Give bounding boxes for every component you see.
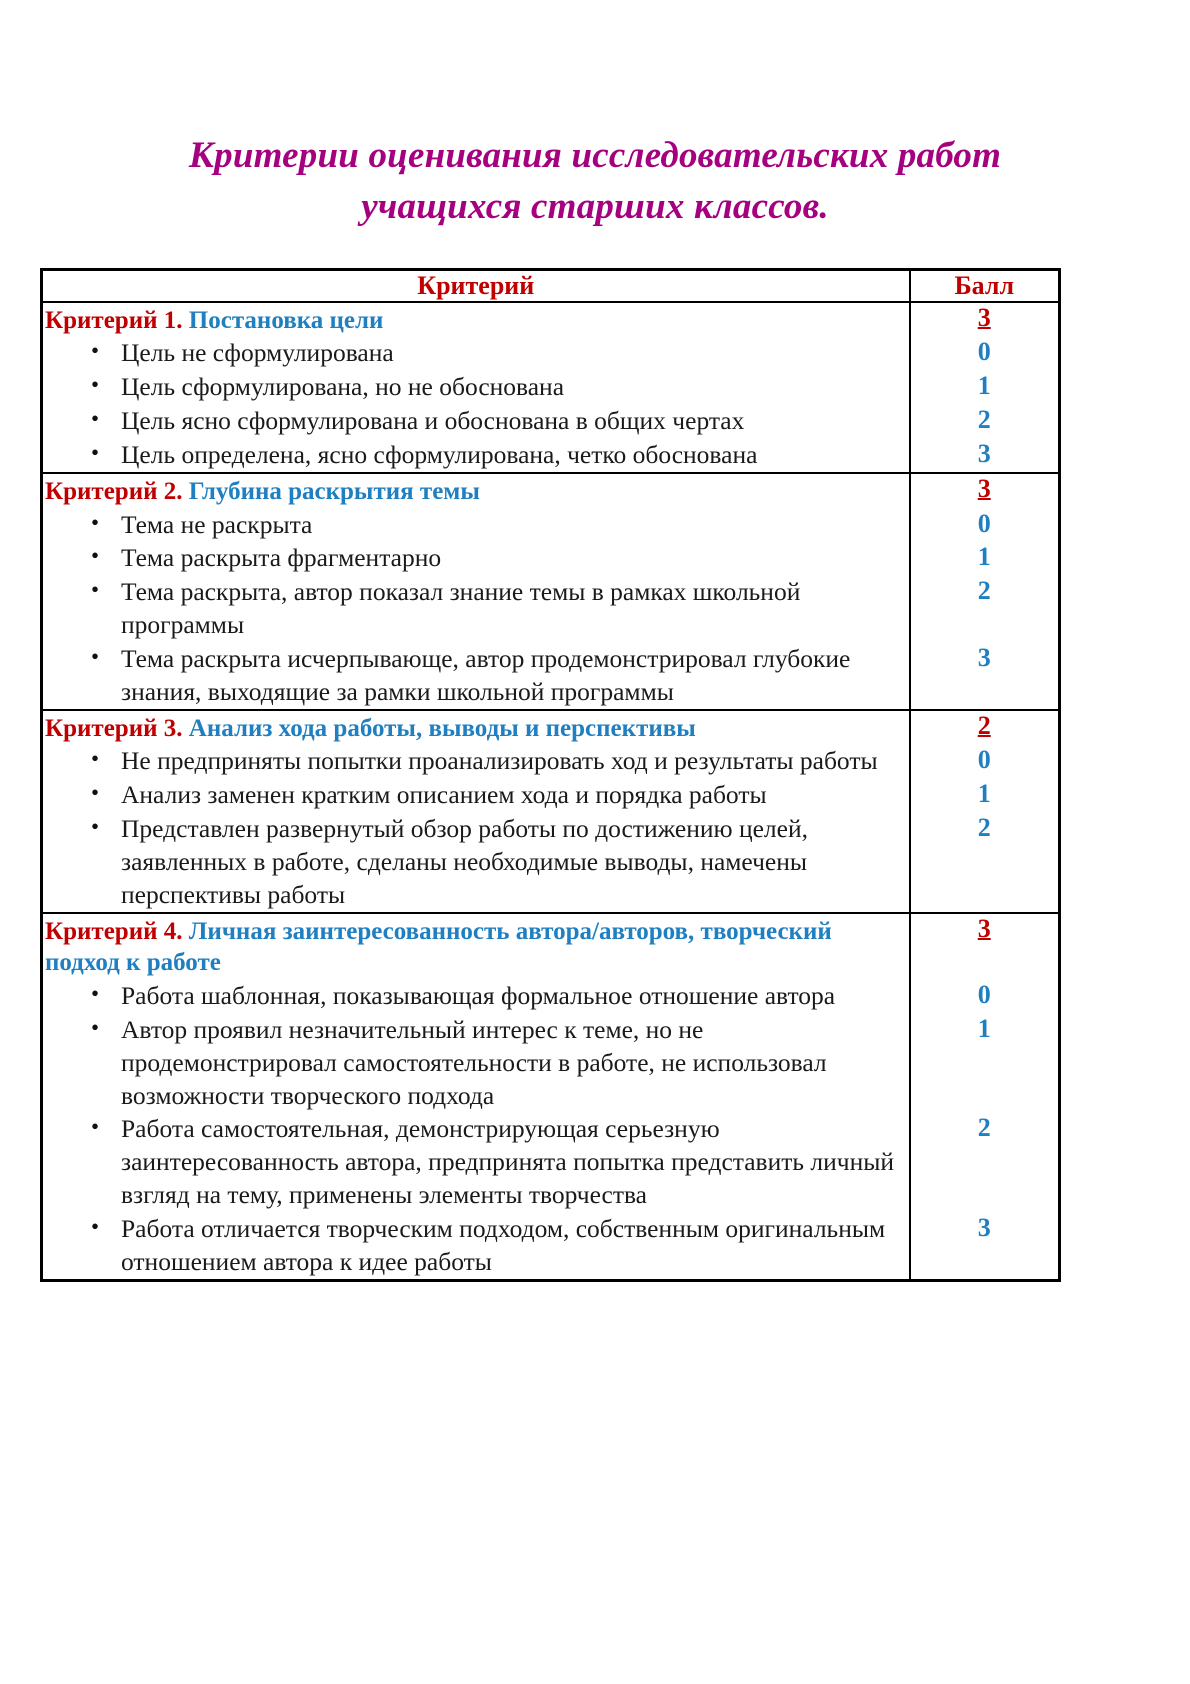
score-value: 2: [977, 1113, 991, 1143]
score-cell-3: [910, 710, 1060, 913]
list-item: • Тема раскрыта, автор показал знание темы в рамках школьной программы: [43, 576, 909, 642]
list-item: • Цель не сформулирована: [43, 337, 909, 370]
score-value: 0: [977, 337, 991, 367]
score-max-1: 3: [977, 302, 991, 332]
criterion-name-3: Анализ хода работы, выводы и перспективы: [188, 714, 696, 742]
list-item: • Цель ясно сформулирована и обоснована в общих чертах: [43, 405, 909, 438]
column-header-criterion: Критерий: [42, 270, 910, 302]
criterion-heading-2: [45, 476, 909, 508]
score-value: 3: [977, 1213, 991, 1243]
page-title-line-1: Критерии оценивания исследовательских работ: [188, 135, 1002, 176]
criterion-heading-1: [45, 305, 909, 337]
score-cell-4: [910, 913, 1060, 1281]
score-cell-1: [910, 302, 1060, 473]
table-row: [42, 473, 1060, 710]
score-value: 2: [977, 813, 991, 843]
score-value: 0: [977, 745, 991, 775]
list-item: • Цель сформулирована, но не обоснована: [43, 371, 909, 404]
table-row: [42, 302, 1060, 473]
page-title-line-2: учащихся старших классов.: [361, 186, 829, 228]
column-header-score: Балл: [910, 270, 1060, 302]
criterion-heading-4: [45, 916, 909, 979]
score-value: 0: [977, 508, 991, 538]
score-value: 2: [977, 405, 991, 435]
criteria-table-body: [42, 302, 1060, 1280]
list-item: • Тема раскрыта фрагментарно: [43, 542, 909, 575]
criterion-name-4: Личная заинтересованность автора/авторов, творческий подход к работе: [45, 917, 832, 977]
criterion-items-4: [43, 980, 909, 1279]
criterion-items-1: [43, 337, 909, 472]
list-item: • Тема раскрыта исчерпывающе, автор продемонстрировал глубокие знания, выходящие за рамки школьной программы: [43, 643, 909, 709]
criterion-cell-4: [42, 913, 910, 1281]
score-value: 3: [977, 643, 991, 673]
table-header-row: [42, 270, 1060, 302]
list-item: • Представлен развернутый обзор работы по достижению целей, заявленных в работе, сделаны необходимые выводы, намечены перспективы работы: [43, 813, 909, 912]
criterion-number-4: Критерий 4.: [45, 917, 183, 945]
table-row: [42, 710, 1060, 913]
score-cell-2: [910, 473, 1060, 710]
list-item: • Цель определена, ясно сформулирована, четко обоснована: [43, 439, 909, 472]
score-value: 3: [977, 439, 991, 469]
criterion-heading-3: [45, 713, 909, 745]
criterion-items-3: [43, 745, 909, 911]
score-value: 2: [977, 576, 991, 606]
score-value: 1: [977, 779, 991, 809]
score-max-2: 3: [977, 474, 991, 504]
list-item: • Автор проявил незначительный интерес к теме, но не продемонстрировал самостоятельности в работе, не использовал возможности творческого подхода: [43, 1014, 909, 1113]
list-item: • Работа отличается творческим подходом, собственным оригинальным отношением автора к идее работы: [43, 1213, 909, 1279]
list-item: • Анализ заменен кратким описанием хода и порядка работы: [43, 779, 909, 812]
score-value: 1: [977, 371, 991, 401]
criterion-number-3: Критерий 3.: [45, 714, 183, 742]
criterion-number-2: Критерий 2.: [45, 478, 183, 506]
list-item: • Не предприняты попытки проанализировать ход и результаты работы: [43, 745, 909, 778]
table-row: [42, 913, 1060, 1281]
criterion-cell-3: [42, 710, 910, 913]
list-item: • Работа шаблонная, показывающая формальное отношение автора: [43, 980, 909, 1013]
list-item: • Работа самостоятельная, демонстрирующая серьезную заинтересованность автора, предпринята попытка представить личный взгляд на тему, применены элементы творчества: [43, 1113, 909, 1212]
score-value: 1: [977, 1013, 991, 1043]
criterion-name-1: Постановка цели: [188, 306, 384, 334]
criterion-number-1: Критерий 1.: [45, 306, 183, 334]
score-value: 1: [977, 542, 991, 572]
criterion-cell-1: [42, 302, 910, 473]
criteria-table: [40, 268, 1061, 1282]
criterion-cell-2: [42, 473, 910, 710]
list-item: • Тема не раскрыта: [43, 509, 909, 542]
score-max-3: 2: [977, 710, 991, 740]
page-title: [0, 0, 1190, 232]
criterion-items-2: [43, 509, 909, 709]
criterion-name-2: Глубина раскрытия темы: [188, 478, 480, 506]
score-value: 0: [977, 979, 991, 1009]
score-max-4: 3: [977, 913, 991, 943]
